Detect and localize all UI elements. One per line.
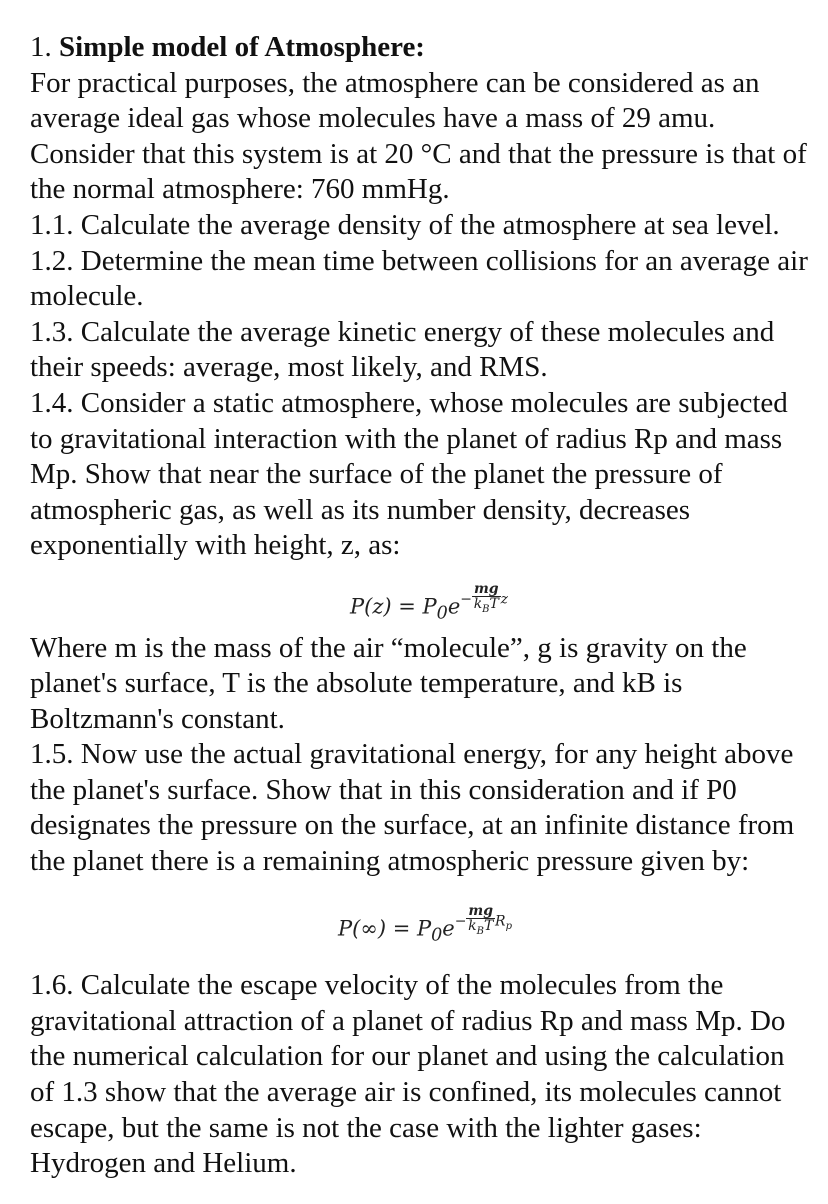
formula2-p-sub: 0 — [431, 925, 443, 946]
formula1-exp-sign: − — [460, 591, 472, 608]
formula1-p-sub: 0 — [436, 603, 448, 624]
formula2-lhs: P(∞) = P — [338, 916, 432, 941]
formula1-base: e — [447, 594, 461, 619]
formula-pressure-height — [50, 582, 808, 625]
formula2-exp-num: mg — [468, 902, 494, 919]
intro-paragraph: For practical purposes, the atmosphere can be considered as an average ideal gas whose molecules have a mass of 29 amu. Consider that this system is at 20 °C and that the pressure is that of the normal atmosphere: 760 mmHg. — [30, 66, 807, 206]
formula2-exp-var-sub: p — [505, 920, 512, 932]
formula1-lhs: P(z) = P — [350, 594, 437, 619]
formula1-den-t: T — [489, 595, 499, 612]
question-1-1: 1.1. Calculate the average density of the atmosphere at sea level. — [30, 208, 780, 241]
formula-pressure-infinity — [42, 904, 808, 947]
problem-heading — [30, 30, 808, 66]
formula2-den-k: k — [468, 917, 477, 934]
formula1-den-k: k — [473, 595, 483, 612]
formula2-exponent — [455, 904, 512, 939]
question-1-4: 1.4. Consider a static atmosphere, whose molecules are subjected to gravitational interaction with the planet of radius Rp and mass Mp. Show that near the surface of the planet the pressure of atmospheric gas, as well as its number density, decreases exponentially with height, z, as: — [30, 386, 788, 562]
formula1-den-sub: B — [482, 603, 490, 615]
formula1-exp-den — [472, 597, 501, 617]
formula1-explanation: Where m is the mass of the air “molecule”, g is gravity on the planet's surface, T is the absolute temperature, and kB is Boltzmann's constant. — [30, 631, 747, 735]
heading-number: 1. — [30, 31, 52, 63]
formula1-exp-var: z — [500, 591, 508, 608]
formula2-exp-den — [466, 919, 495, 939]
formula2-den-t: T — [483, 917, 494, 934]
formula1-exp-num: mg — [473, 580, 499, 597]
formula2-exp-sign: − — [454, 913, 467, 930]
question-1-3: 1.3. Calculate the average kinetic energy of these molecules and their speeds: average, most likely, and RMS. — [30, 315, 775, 384]
formula2-exp-var: R — [495, 913, 506, 930]
formula1-fraction — [472, 582, 501, 617]
formula2-base: e — [442, 916, 455, 941]
question-1-2: 1.2. Determine the mean time between collisions for an average air molecule. — [30, 244, 808, 313]
question-1-6: 1.6. Calculate the escape velocity of the molecules from the gravitational attraction of a planet of radius Rp and mass Mp. Do the numerical calculation for our planet and using the calculation of 1.3 show that the average air is confined, its molecules cannot escape, but the same is not the case with the lighter gases: Hydrogen and Helium. — [30, 969, 786, 1180]
question-1-5: 1.5. Now use the actual gravitational energy, for any height above the planet's surface. Show that in this consideration and if P0 designates the pressure on the surface, at an infinite distance from the planet there is a remaining atmospheric pressure given by: — [30, 738, 795, 878]
formula1-exponent — [460, 582, 508, 617]
heading-title: Simple model of Atmosphere: — [59, 31, 425, 63]
formula2-den-sub: B — [476, 925, 484, 937]
formula2-fraction — [466, 904, 495, 939]
